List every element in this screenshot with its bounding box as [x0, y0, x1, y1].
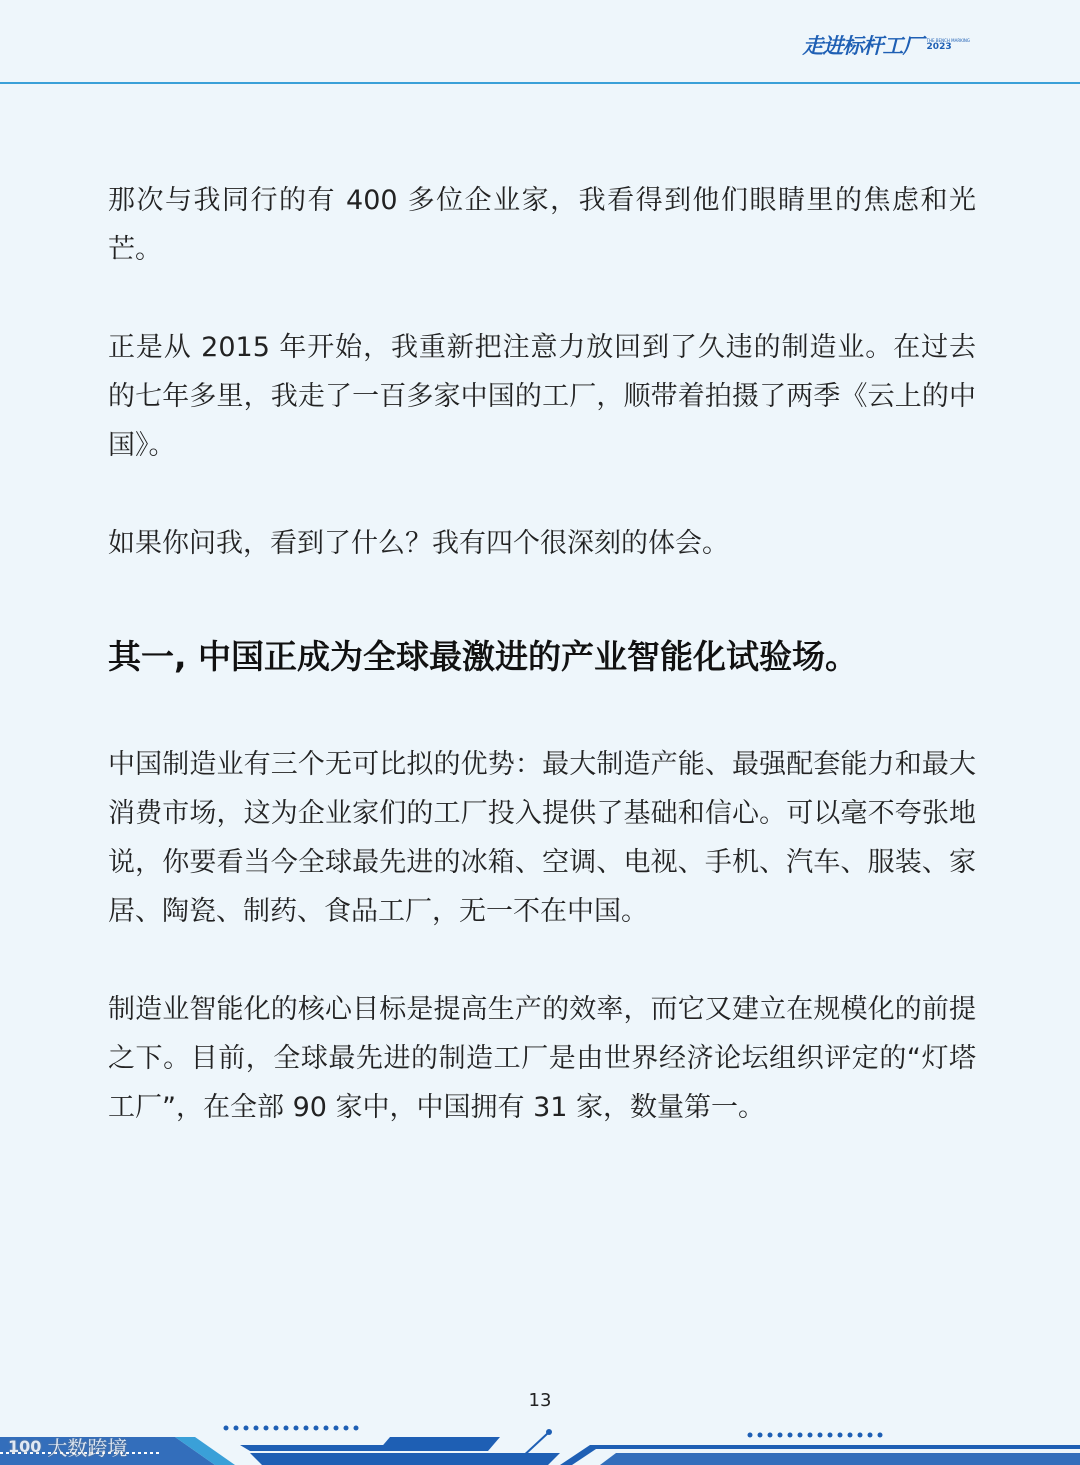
paragraph-5: 制造业智能化的核心目标是提高生产的效率，而它又建立在规模化的前提之下。目前，全球最先进的制造工厂是由世界经济论坛组织评定的“灯塔工厂”，在全部 90 家中，中国拥有 31 家，数量第一。 — [108, 994, 976, 1123]
paragraph-4: 中国制造业有三个无可比拟的优势：最大制造产能、最强配套能力和最大消费市场，这为企业家们的工厂投入提供了基础和信心。可以毫不夸张地说，你要看当今全球最先进的冰箱、空调、电视、手机、汽车、服装、家居、陶瓷、制药、食品工厂，无一不在中国。 — [108, 749, 976, 927]
watermark-text: 大数跨境 — [47, 1436, 128, 1460]
watermark — [8, 1432, 127, 1461]
footer-decoration — [0, 1415, 1080, 1465]
brand-year: 2023 — [926, 41, 952, 52]
brand-logo — [803, 30, 970, 60]
footer-stripes-right — [560, 1445, 1080, 1465]
article-body — [108, 176, 976, 1181]
footer-dots-right — [748, 1433, 883, 1438]
page-header — [0, 0, 1080, 84]
brand-title: 走进标杆工厂 — [802, 34, 923, 58]
footer-center-band — [240, 1429, 560, 1465]
watermark-logo-icon: 100 — [8, 1437, 42, 1456]
footer-dots-left — [224, 1426, 359, 1431]
paragraph-1: 那次与我同行的有 400 多位企业家，我看得到他们眼睛里的焦虑和光芒。 — [108, 185, 976, 265]
brand-subtitle: THE BENCH MARKING — [926, 37, 970, 43]
header-divider — [0, 82, 1080, 84]
page-number: 13 — [528, 1390, 552, 1411]
paragraph-3: 如果你问我，看到了什么？我有四个很深刻的体会。 — [108, 528, 729, 559]
section-heading: 其一, 中国正成为全球最激进的产业智能化试验场。 — [108, 637, 859, 676]
paragraph-2: 正是从 2015 年开始，我重新把注意力放回到了久违的制造业。在过去的七年多里，我走了一百多家中国的工厂，顺带着拍摄了两季《云上的中国》。 — [108, 332, 976, 461]
brand-side — [927, 39, 970, 52]
